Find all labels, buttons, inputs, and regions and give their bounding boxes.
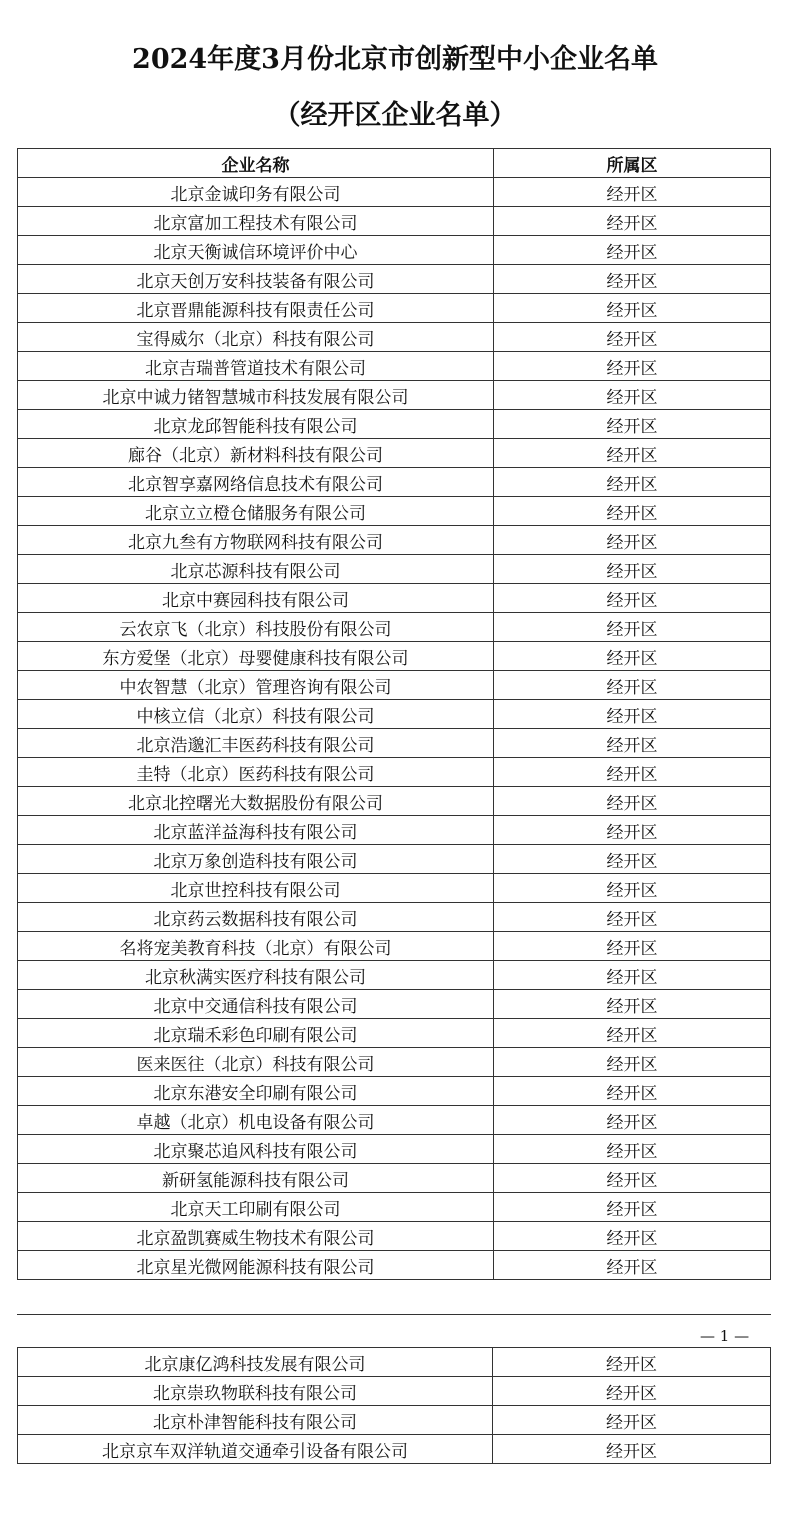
company-name-cell: 北京朴津智能科技有限公司	[18, 1406, 493, 1435]
company-name-cell: 北京秋满实医疗科技有限公司	[18, 961, 494, 990]
company-name-cell: 云农京飞（北京）科技股份有限公司	[18, 613, 494, 642]
company-name-cell: 北京康亿鸿科技发展有限公司	[18, 1348, 493, 1377]
table-row	[18, 1106, 771, 1135]
company-name-cell: 东方爱堡（北京）母婴健康科技有限公司	[18, 642, 494, 671]
table-row	[18, 990, 771, 1019]
district-cell: 经开区	[494, 874, 771, 903]
table-row	[18, 903, 771, 932]
district-cell: 经开区	[494, 1048, 771, 1077]
district-cell: 经开区	[494, 961, 771, 990]
company-name-cell: 北京浩邈汇丰医药科技有限公司	[18, 729, 494, 758]
company-name-cell: 中核立信（北京）科技有限公司	[18, 700, 494, 729]
company-name-cell: 北京中诚力锗智慧城市科技发展有限公司	[18, 381, 494, 410]
table-row	[18, 845, 771, 874]
district-cell: 经开区	[494, 787, 771, 816]
table-row	[18, 1222, 771, 1251]
company-name-cell: 北京崇玖物联科技有限公司	[18, 1377, 493, 1406]
header-district: 所属区	[494, 149, 771, 178]
district-cell: 经开区	[494, 468, 771, 497]
table-row	[18, 468, 771, 497]
district-cell: 经开区	[494, 845, 771, 874]
table-row	[18, 671, 771, 700]
district-cell: 经开区	[494, 1019, 771, 1048]
company-name-cell: 北京京车双洋轨道交通牵引设备有限公司	[18, 1435, 493, 1464]
company-name-cell: 北京晋鼎能源科技有限责任公司	[18, 294, 494, 323]
district-cell: 经开区	[494, 555, 771, 584]
table-row	[18, 932, 771, 961]
company-name-cell: 名将宠美教育科技（北京）有限公司	[18, 932, 494, 961]
district-cell: 经开区	[494, 1222, 771, 1251]
table-row	[18, 874, 771, 903]
table-row	[18, 410, 771, 439]
table-body-page-2	[18, 1348, 771, 1464]
company-name-cell: 北京星光微网能源科技有限公司	[18, 1251, 494, 1280]
company-name-cell: 医来医往（北京）科技有限公司	[18, 1048, 494, 1077]
table-row	[18, 352, 771, 381]
table-row	[18, 323, 771, 352]
district-cell: 经开区	[494, 642, 771, 671]
table-row	[18, 1377, 771, 1406]
district-cell: 经开区	[494, 526, 771, 555]
table-row	[18, 294, 771, 323]
company-name-cell: 北京吉瑞普管道技术有限公司	[18, 352, 494, 381]
table-row	[18, 1019, 771, 1048]
company-name-cell: 圭特（北京）医药科技有限公司	[18, 758, 494, 787]
company-name-cell: 北京芯源科技有限公司	[18, 555, 494, 584]
table-row	[18, 526, 771, 555]
company-name-cell: 廊谷（北京）新材料科技有限公司	[18, 439, 494, 468]
table-row	[18, 584, 771, 613]
company-name-cell: 北京立立橙仓储服务有限公司	[18, 497, 494, 526]
district-cell: 经开区	[494, 1164, 771, 1193]
table-row	[18, 729, 771, 758]
company-name-cell: 北京天衡诚信环境评价中心	[18, 236, 494, 265]
company-name-cell: 北京北控曙光大数据股份有限公司	[18, 787, 494, 816]
district-cell: 经开区	[493, 1377, 771, 1406]
table-row	[18, 381, 771, 410]
table-row	[18, 497, 771, 526]
table-row	[18, 1077, 771, 1106]
page-number: — 1 —	[700, 1327, 750, 1345]
district-cell: 经开区	[494, 1106, 771, 1135]
district-cell: 经开区	[494, 700, 771, 729]
table-header-row	[18, 149, 771, 178]
table-row	[18, 787, 771, 816]
table-row	[18, 1348, 771, 1377]
company-name-cell: 北京天工印刷有限公司	[18, 1193, 494, 1222]
district-cell: 经开区	[494, 352, 771, 381]
district-cell: 经开区	[494, 497, 771, 526]
table-row	[18, 1164, 771, 1193]
district-cell: 经开区	[494, 816, 771, 845]
district-cell: 经开区	[494, 236, 771, 265]
district-cell: 经开区	[494, 439, 771, 468]
company-name-cell: 北京龙邱智能科技有限公司	[18, 410, 494, 439]
district-cell: 经开区	[493, 1435, 771, 1464]
district-cell: 经开区	[494, 294, 771, 323]
header-company-name: 企业名称	[18, 149, 494, 178]
district-cell: 经开区	[494, 990, 771, 1019]
district-cell: 经开区	[494, 1251, 771, 1280]
company-name-cell: 北京瑞禾彩色印刷有限公司	[18, 1019, 494, 1048]
table-row	[18, 1435, 771, 1464]
company-name-cell: 中农智慧（北京）管理咨询有限公司	[18, 671, 494, 700]
table-row	[18, 265, 771, 294]
company-name-cell: 北京天创万安科技装备有限公司	[18, 265, 494, 294]
table-row	[18, 1193, 771, 1222]
district-cell: 经开区	[494, 729, 771, 758]
table-row	[18, 961, 771, 990]
company-name-cell: 北京世控科技有限公司	[18, 874, 494, 903]
table-row	[18, 1048, 771, 1077]
company-name-cell: 北京盈凯赛威生物技术有限公司	[18, 1222, 494, 1251]
table-row	[18, 555, 771, 584]
company-name-cell: 北京蓝洋益海科技有限公司	[18, 816, 494, 845]
table-row	[18, 613, 771, 642]
table-body-page-1	[18, 178, 771, 1280]
document-subtitle: （经开区企业名单）	[273, 100, 517, 131]
district-cell: 经开区	[494, 758, 771, 787]
table-row	[18, 1251, 771, 1280]
table-row	[18, 642, 771, 671]
district-cell: 经开区	[494, 207, 771, 236]
company-name-cell: 北京富加工程技术有限公司	[18, 207, 494, 236]
company-table-page-1	[17, 148, 771, 1280]
district-cell: 经开区	[494, 178, 771, 207]
company-name-cell: 北京万象创造科技有限公司	[18, 845, 494, 874]
company-name-cell: 北京九叁有方物联网科技有限公司	[18, 526, 494, 555]
company-name-cell: 北京中赛园科技有限公司	[18, 584, 494, 613]
district-cell: 经开区	[494, 381, 771, 410]
district-cell: 经开区	[493, 1406, 771, 1435]
document-title: 2024年度3月份北京市创新型中小企业名单	[132, 44, 658, 75]
company-name-cell: 新研氢能源科技有限公司	[18, 1164, 494, 1193]
table-row	[18, 207, 771, 236]
company-table-page-2	[17, 1347, 771, 1464]
company-name-cell: 北京东港安全印刷有限公司	[18, 1077, 494, 1106]
company-name-cell: 北京中交通信科技有限公司	[18, 990, 494, 1019]
district-cell: 经开区	[494, 323, 771, 352]
table-row	[18, 236, 771, 265]
district-cell: 经开区	[494, 1135, 771, 1164]
company-name-cell: 北京金诚印务有限公司	[18, 178, 494, 207]
district-cell: 经开区	[494, 410, 771, 439]
table-row	[18, 700, 771, 729]
company-name-cell: 北京聚芯追风科技有限公司	[18, 1135, 494, 1164]
table-row	[18, 816, 771, 845]
district-cell: 经开区	[494, 903, 771, 932]
district-cell: 经开区	[494, 265, 771, 294]
district-cell: 经开区	[494, 932, 771, 961]
district-cell: 经开区	[493, 1348, 771, 1377]
company-name-cell: 北京智享嘉网络信息技术有限公司	[18, 468, 494, 497]
table-row	[18, 758, 771, 787]
table-row	[18, 439, 771, 468]
table-row	[18, 1135, 771, 1164]
district-cell: 经开区	[494, 1077, 771, 1106]
company-name-cell: 卓越（北京）机电设备有限公司	[18, 1106, 494, 1135]
table-row	[18, 1406, 771, 1435]
table-row	[18, 178, 771, 207]
page-footer-rule	[17, 1314, 771, 1315]
company-name-cell: 北京药云数据科技有限公司	[18, 903, 494, 932]
district-cell: 经开区	[494, 584, 771, 613]
district-cell: 经开区	[494, 613, 771, 642]
company-name-cell: 宝得威尔（北京）科技有限公司	[18, 323, 494, 352]
district-cell: 经开区	[494, 1193, 771, 1222]
district-cell: 经开区	[494, 671, 771, 700]
